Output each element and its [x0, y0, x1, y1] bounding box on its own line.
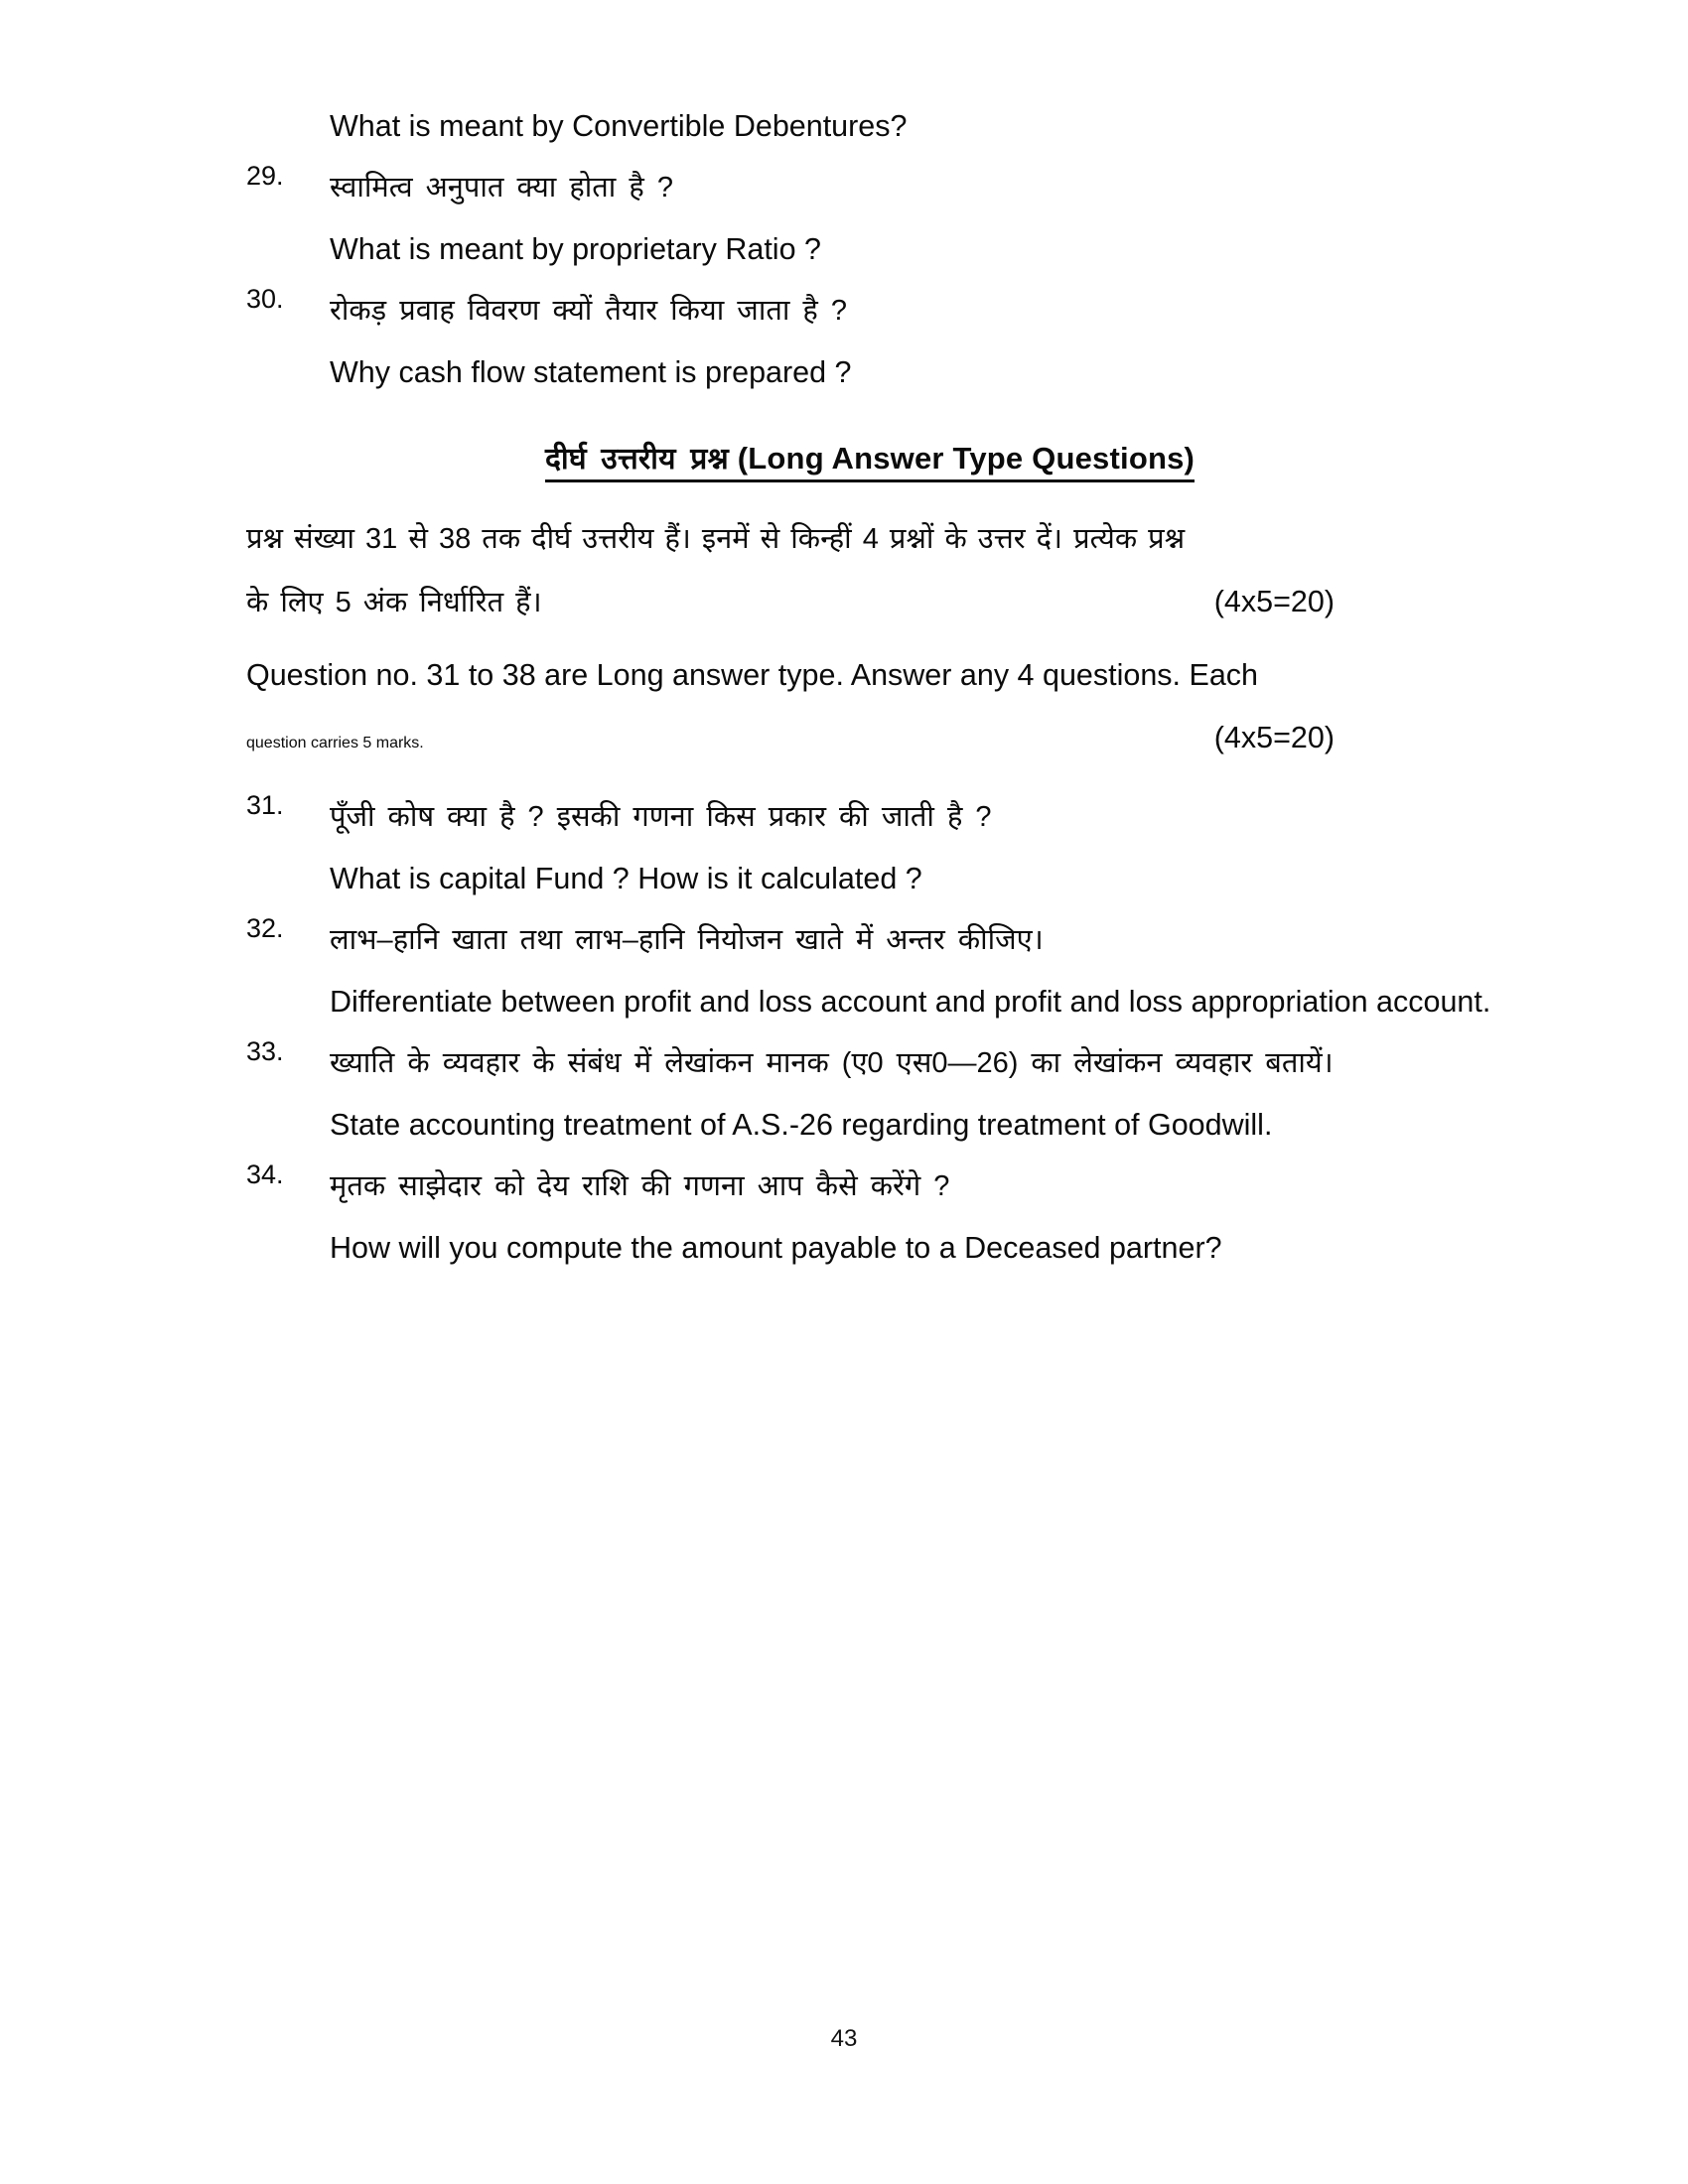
- question-31-hindi: पूँजी कोष क्या है ? इसकी गणना किस प्रकार की जाती है ?: [330, 801, 992, 833]
- instructions-english-marks: (4x5=20): [1213, 721, 1335, 754]
- instructions-hindi-line-1: प्रश्न संख्या 31 से 38 तक दीर्घ उत्तरीय हैं। इनमें से किन्हीं 4 प्रश्नों के उत्तर दें। प्रत्येक प्रश्न: [246, 523, 1186, 555]
- instructions-hindi-line-2: के लिए 5 अंक निर्धारित हैं।: [246, 587, 542, 618]
- carryover-question-number: [246, 95, 330, 99]
- instructions-english-line-1: Question no. 31 to 38 are Long answer type. Answer any 4 questions. Each: [246, 658, 1259, 692]
- question-32-number: 32.: [246, 913, 284, 943]
- question-34-number: 34.: [246, 1160, 284, 1189]
- instructions-english-line-2-row: [246, 707, 1493, 774]
- question-32: [246, 909, 1493, 1032]
- section-heading: [246, 437, 1493, 482]
- section-heading-hindi: दीर्घ उत्तरीय प्रश्न: [544, 443, 729, 476]
- question-34: [246, 1156, 1493, 1279]
- page-number: 43: [830, 2025, 858, 2052]
- section-heading-text: [545, 437, 1195, 482]
- question-33-english: State accounting treatment of A.S.-26 regarding treatment of Goodwill.: [330, 1108, 1273, 1142]
- instructions-hindi-line-2-row: [246, 571, 1493, 634]
- instructions-hindi: [246, 508, 1493, 634]
- question-31: [246, 786, 1493, 909]
- question-32-hindi: लाभ–हानि खाता तथा लाभ–हानि नियोजन खाते में अन्तर कीजिए।: [330, 924, 1044, 956]
- question-31-number: 31.: [246, 790, 284, 820]
- question-33-hindi: ख्याति के व्यवहार के संबंध में लेखांकन मानक (ए0 एस0—26) का लेखांकन व्यवहार बतायें।: [330, 1047, 1334, 1079]
- question-29: [246, 157, 1493, 280]
- question-30-hindi: रोकड़ प्रवाह विवरण क्यों तैयार किया जाता है ?: [330, 295, 848, 327]
- question-30-english: Why cash flow statement is prepared ?: [330, 355, 852, 389]
- carryover-question: [246, 95, 1493, 157]
- question-29-number: 29.: [246, 161, 284, 191]
- section-heading-english: (Long Answer Type Questions): [737, 441, 1196, 476]
- question-32-english: Differentiate between profit and loss account and profit and loss appropriation account.: [330, 985, 1491, 1019]
- page-content: [246, 95, 1493, 1279]
- question-34-english: How will you compute the amount payable to a Deceased partner?: [330, 1231, 1222, 1265]
- question-31-english: What is capital Fund ? How is it calculated ?: [330, 862, 922, 895]
- question-34-hindi: मृतक साझेदार को देय राशि की गणना आप कैसे करेंगे ?: [330, 1170, 950, 1202]
- question-29-english: What is meant by proprietary Ratio ?: [330, 232, 821, 266]
- question-30-number: 30.: [246, 284, 284, 314]
- instructions-english-line-2: question carries 5 marks.: [246, 735, 424, 751]
- instructions-hindi-marks: (4x5=20): [1213, 585, 1335, 618]
- question-29-hindi: स्वामित्व अनुपात क्या होता है ?: [330, 172, 673, 204]
- instructions-english: [246, 644, 1493, 774]
- question-33: [246, 1032, 1493, 1156]
- question-30: [246, 280, 1493, 403]
- question-33-number: 33.: [246, 1036, 284, 1066]
- carryover-question-english: What is meant by Convertible Debentures?: [330, 109, 908, 143]
